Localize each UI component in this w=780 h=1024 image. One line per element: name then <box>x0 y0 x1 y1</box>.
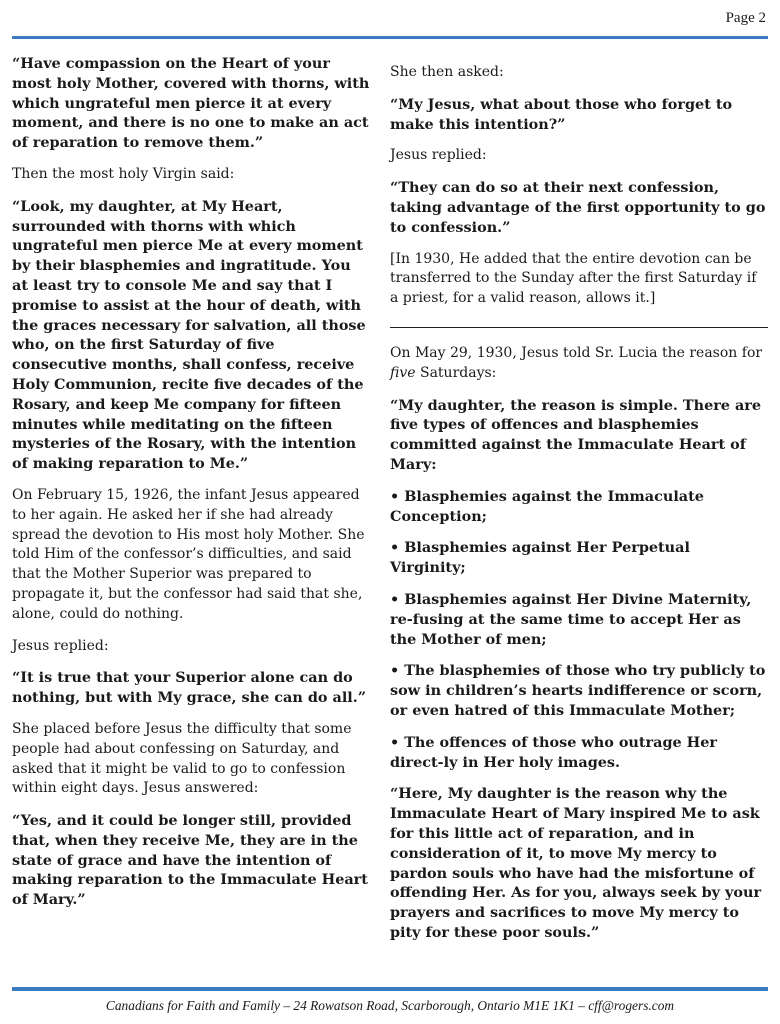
footer: Canadians for Faith and Family – 24 Rowatson Road, Scarborough, Ontario M1E 1K1 – cff@rogers.com <box>105 998 675 1013</box>
list-item: • Blasphemies against Her Perpetual Virginity; <box>390 539 690 577</box>
paragraph: “Here, My daughter is the reason why the Immaculate Heart of Mary inspired Me to ask for this little act of reparation, and in consideration of it, to move My mercy to pardon souls who have had the misfortune of offending Her. As for you, always seek by your prayers and sacrifices to move My mercy to pity for these poor souls.” <box>390 785 762 941</box>
list-item: • Blasphemies against Her Divine Maternity, re-fusing at the same time to accept Her as the Mother of men; <box>390 590 752 648</box>
intro-emphasis: five <box>390 364 416 381</box>
intro-after: Saturdays: <box>415 364 497 381</box>
list-item: • The blasphemies of those who try publicly to sow in children’s hearts indifference or scorn, or even hatred of this Immaculate Mother; <box>390 662 766 719</box>
list-item: • The offences of those who outrage Her direct-ly in Her holy images. <box>390 733 718 771</box>
paragraph: Then the most holy Virgin said: <box>12 165 235 182</box>
paragraph: She placed before Jesus the difficulty that some people had about confessing on Saturday, and asked that it might be valid to go to confession within eight days. Jesus answered: <box>12 720 352 797</box>
paragraph: On February 15, 1926, the infant Jesus appeared to her again. He asked her if she had already spread the devotion to His most holy Mother. She told Him of the confessor’s difficulties, and said that the Mother Superior was prepared to propagate it, but the confessor had said that she, alone, could do nothing. <box>12 486 365 622</box>
right-column <box>390 63 768 955</box>
intro-before: On May 29, 1930, Jesus told Sr. Lucia the reason for <box>390 344 763 361</box>
paragraph: “Look, my daughter, at My Heart, surrounded with thorns with which ungrateful men pierce Me at every moment by their blasphemies and ingratitude. You at least try to console Me and say that I promise to assist at the hour of death, with the graces necessary for salvation, all those who, on the first Saturday of five consecutive months, shall confess, receive Holy Communion, recite five decades of the Rosary, and keep Me company for fifteen minutes while meditating on the fifteen mysteries of the Rosary, with the intention of making reparation to Me.” <box>12 197 366 473</box>
paragraph: “They can do so at their next confession, taking advantage of the first opportunity to go to confession.” <box>390 179 766 236</box>
paragraph: [In 1930, He added that the entire devotion can be transferred to the Sunday after the first Saturday if a priest, for a valid reason, allows it.] <box>390 250 757 307</box>
paragraph: “It is true that your Superior alone can do nothing, but with My grace, she can do all.” <box>12 669 367 707</box>
list-item: • Blasphemies against the Immaculate Conception; <box>390 487 704 525</box>
section-divider <box>390 327 768 328</box>
paragraph: “My Jesus, what about those who forget to make this intention?” <box>390 95 733 133</box>
bottom-rule <box>12 987 768 991</box>
top-rule <box>12 36 768 39</box>
paragraph: “Yes, and it could be longer still, provided that, when they receive Me, they are in the state of grace and have the intention of making reparation to the Immaculate Heart of Mary.” <box>12 812 368 909</box>
page-number: Page 2 <box>725 10 766 26</box>
paragraph: She then asked: <box>390 64 504 80</box>
intro-paragraph <box>390 344 768 384</box>
paragraph: Jesus replied: <box>12 637 109 654</box>
paragraph: “Have compassion on the Heart of your most holy Mother, covered with thorns, with which ungrateful men pierce it at every moment, and there is no one to make an act of reparation to remove them.” <box>12 55 370 152</box>
left-column <box>12 54 370 922</box>
paragraph: “My daughter, the reason is simple. There are five types of offences and blasphemies committed against the Immaculate Heart of Mary: <box>390 396 762 473</box>
paragraph: Jesus replied: <box>390 147 487 164</box>
